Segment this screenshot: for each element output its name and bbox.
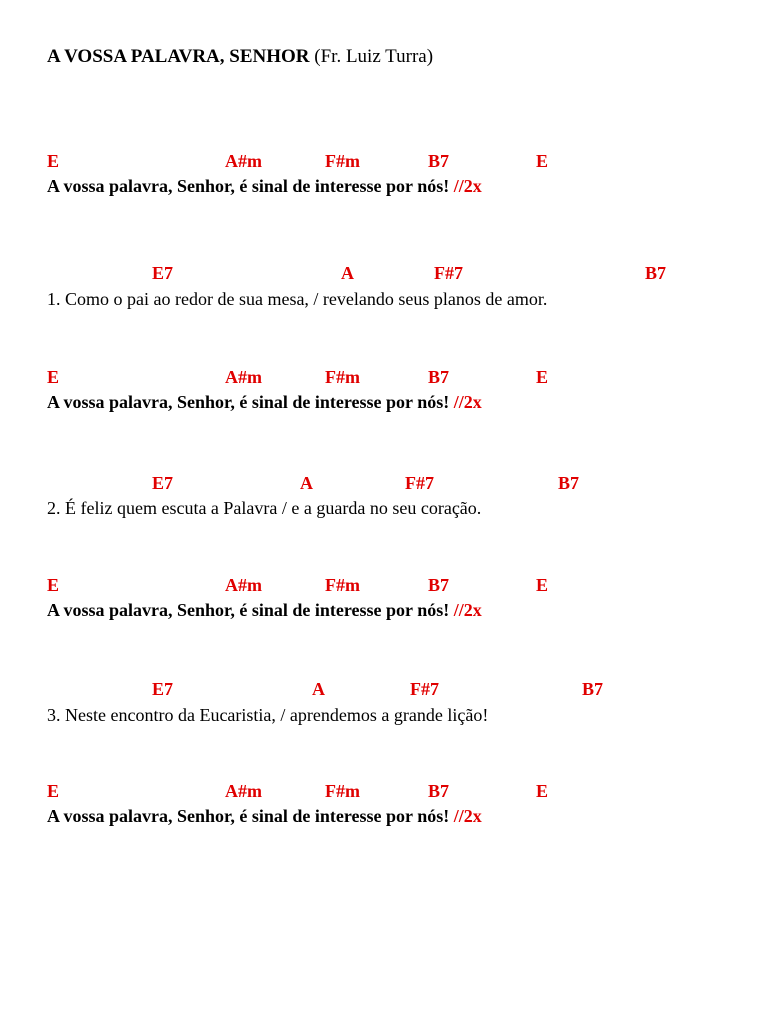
chord: F#7 bbox=[405, 473, 434, 493]
chorus-lyric: A vossa palavra, Senhor, é sinal de interesse por nós! bbox=[47, 600, 450, 620]
verse-lyric-line bbox=[47, 288, 547, 310]
repeat-marker: //2x bbox=[453, 600, 482, 620]
repeat-marker: //2x bbox=[453, 176, 482, 196]
verse-lyric: 2. É feliz quem escuta a Palavra / e a guarda no seu coração. bbox=[47, 498, 482, 518]
song-author: (Fr. Luiz Turra) bbox=[314, 46, 434, 67]
chord: E bbox=[536, 781, 549, 801]
chord: B7 bbox=[582, 679, 604, 699]
chord: E7 bbox=[152, 679, 174, 699]
chord: E bbox=[536, 151, 549, 171]
chord: E bbox=[536, 575, 549, 595]
chorus-lyric-line bbox=[47, 599, 482, 621]
chorus-lyric: A vossa palavra, Senhor, é sinal de interesse por nós! bbox=[47, 806, 450, 826]
chord: E7 bbox=[152, 473, 174, 493]
repeat-marker: //2x bbox=[453, 806, 482, 826]
chorus-lyric-line bbox=[47, 175, 482, 197]
chord: A#m bbox=[225, 367, 262, 387]
chord: B7 bbox=[428, 151, 450, 171]
verse-chord-line bbox=[0, 472, 768, 494]
chorus-chord-line bbox=[0, 150, 768, 172]
chord: B7 bbox=[428, 367, 450, 387]
verse-lyric: 1. Como o pai ao redor de sua mesa, / revelando seus planos de amor. bbox=[47, 289, 548, 309]
chord: B7 bbox=[428, 781, 450, 801]
chord: E bbox=[47, 151, 60, 171]
chorus-lyric-line bbox=[47, 391, 482, 413]
verse-lyric: 3. Neste encontro da Eucaristia, / aprendemos a grande lição! bbox=[47, 705, 489, 725]
chorus-chord-line bbox=[0, 574, 768, 596]
chorus-chord-line bbox=[0, 366, 768, 388]
song-title-line bbox=[47, 45, 433, 69]
chord: B7 bbox=[558, 473, 580, 493]
chord: A bbox=[300, 473, 313, 493]
chorus-lyric-line bbox=[47, 805, 482, 827]
chord: F#m bbox=[325, 781, 360, 801]
chord: F#m bbox=[325, 367, 360, 387]
chord: E bbox=[47, 781, 60, 801]
chorus-lyric: A vossa palavra, Senhor, é sinal de interesse por nós! bbox=[47, 392, 450, 412]
chord: F#m bbox=[325, 575, 360, 595]
chord: A#m bbox=[225, 151, 262, 171]
chord: F#7 bbox=[410, 679, 439, 699]
verse-lyric-line bbox=[47, 497, 481, 519]
chorus-chord-line bbox=[0, 780, 768, 802]
chord: A#m bbox=[225, 781, 262, 801]
chord: A bbox=[312, 679, 325, 699]
song-title: A VOSSA PALAVRA, SENHOR bbox=[47, 46, 310, 67]
chord: F#7 bbox=[434, 263, 463, 283]
verse-lyric-line bbox=[47, 704, 488, 726]
repeat-marker: //2x bbox=[453, 392, 482, 412]
verse-chord-line bbox=[0, 262, 768, 284]
chord: E bbox=[536, 367, 549, 387]
chord: A#m bbox=[225, 575, 262, 595]
chord: E7 bbox=[152, 263, 174, 283]
verse-chord-line bbox=[0, 678, 768, 700]
chord: E bbox=[47, 367, 60, 387]
chord: B7 bbox=[645, 263, 667, 283]
chord: E bbox=[47, 575, 60, 595]
chord: F#m bbox=[325, 151, 360, 171]
chord: A bbox=[341, 263, 354, 283]
chord: B7 bbox=[428, 575, 450, 595]
chorus-lyric: A vossa palavra, Senhor, é sinal de interesse por nós! bbox=[47, 176, 450, 196]
